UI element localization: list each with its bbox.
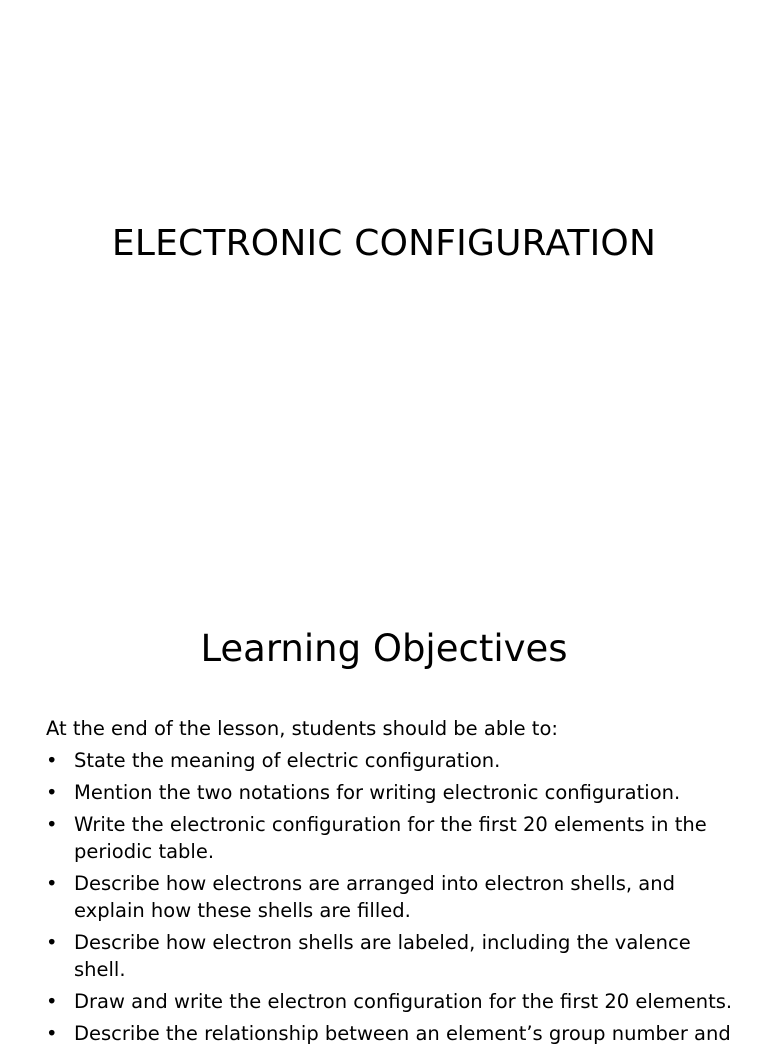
list-item <box>46 870 746 924</box>
bullet-icon: • <box>46 1022 58 1045</box>
list-item-text: Describe the relationship between an element’s group number and <box>74 1022 731 1045</box>
slide-title: ELECTRONIC CONFIGURATION <box>111 223 657 264</box>
list-item-text: Write the electronic configuration for the first 20 elements in the periodic table. <box>74 813 707 863</box>
list-item-text: State the meaning of electric configuration. <box>74 749 501 772</box>
list-item <box>46 1020 746 1047</box>
list-item <box>46 929 746 983</box>
bullet-icon: • <box>46 749 58 772</box>
list-item <box>46 988 746 1015</box>
objectives-body <box>46 715 746 1052</box>
list-item-text: Describe how electron shells are labeled, including the valence shell. <box>74 931 691 981</box>
list-item <box>46 779 746 806</box>
list-item-text: Describe how electrons are arranged into electron shells, and explain how these shells are filled. <box>74 872 675 922</box>
list-item-text: Mention the two notations for writing electronic configuration. <box>74 781 681 804</box>
list-item <box>46 747 746 774</box>
learning-objectives-slide <box>0 576 768 1045</box>
objectives-list <box>46 747 746 1047</box>
list-item-text: Draw and write the electron configuration for the first 20 elements. <box>74 990 733 1013</box>
bullet-icon: • <box>46 931 58 954</box>
intro-text: At the end of the lesson, students should be able to: <box>46 717 558 740</box>
bullet-icon: • <box>46 872 58 895</box>
list-item <box>46 811 746 865</box>
bullet-icon: • <box>46 813 58 836</box>
slide-heading: Learning Objectives <box>200 627 568 670</box>
bullet-icon: • <box>46 990 58 1013</box>
bullet-icon: • <box>46 781 58 804</box>
